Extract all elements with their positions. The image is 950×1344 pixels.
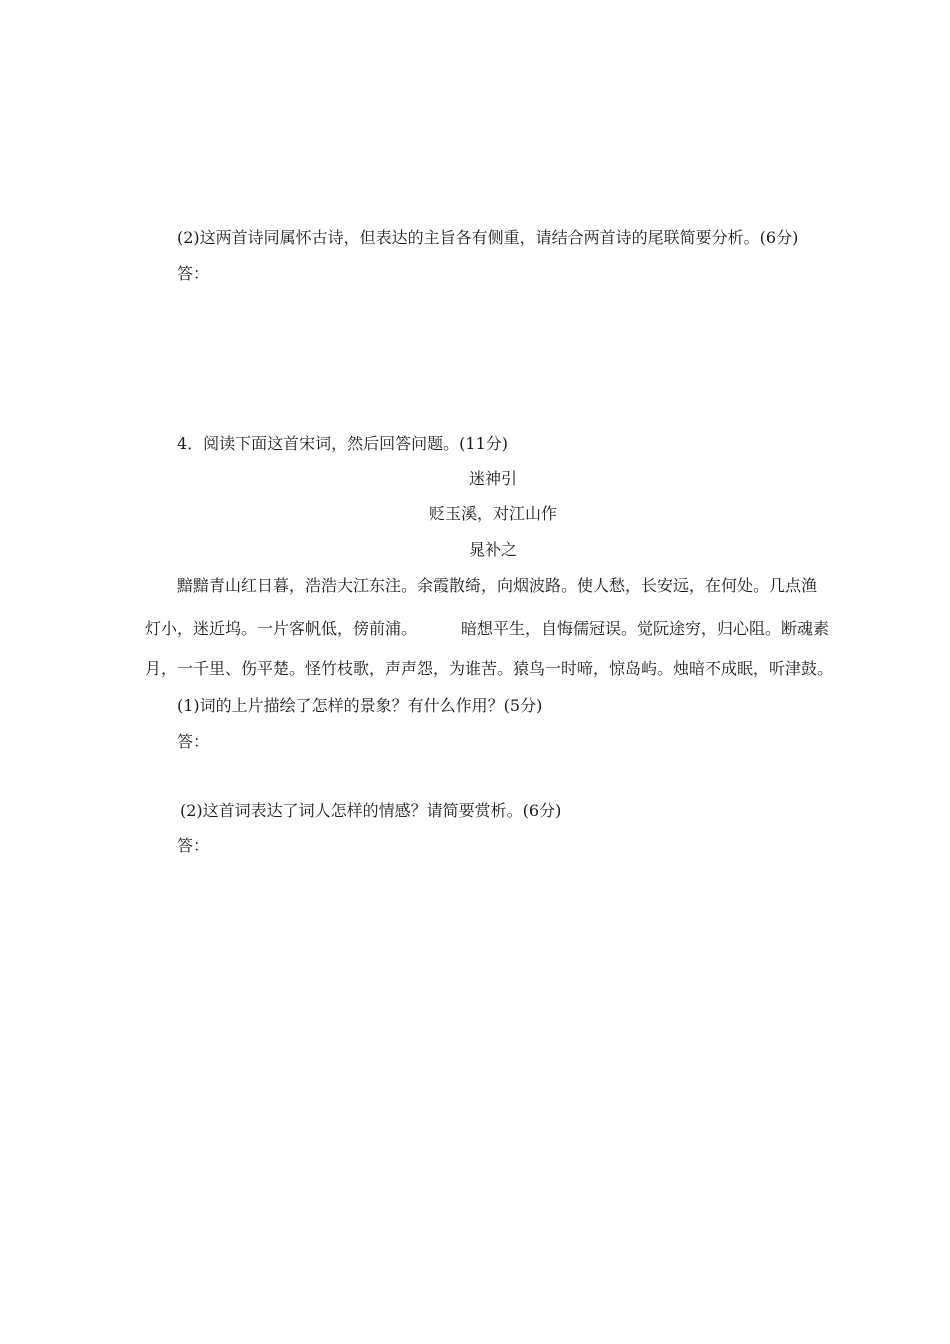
q4-answer-label-1: 答： [177,732,210,751]
poem-upper-stanza-end: 灯小，迷近坞。一片客帆低，傍前浦。 [145,619,418,638]
q3-sub2-question: (2)这两首诗同属怀古诗，但表达的主旨各有侧重，请结合两首诗的尾联简要分析。(6分) [177,228,799,247]
q3-answer-label: 答： [177,264,210,283]
q4-sub1-question: (1)词的上片描绘了怎样的景象？有什么作用？(5分) [177,696,543,715]
poem-title: 迷神引 [468,469,517,488]
q4-heading: 4．阅读下面这首宋词，然后回答问题。(11分) [177,434,509,453]
poem-subtitle: 贬玉溪，对江山作 [428,504,557,523]
poem-text-line-3: 月，一千里、伤平楚。怪竹枝歌，声声怨，为谁苦。猿鸟一时啼，惊岛屿。烛暗不成眠，听津鼓。 [145,659,834,678]
q4-sub2-question: (2)这首词表达了词人怎样的情感？请简要赏析。(6分) [180,801,562,820]
poem-text-line-2 [145,619,830,639]
q4-answer-label-2: 答： [177,836,210,855]
poem-text-line-1: 黯黯青山红日暮，浩浩大江东注。余霞散绮，向烟波路。使人愁，长安远，在何处。几点渔 [177,576,818,595]
poem-author: 晁补之 [468,540,517,559]
poem-lower-stanza-start: 暗想平生，自悔儒冠误。觉阮途穷，归心阻。断魂素 [461,619,830,638]
